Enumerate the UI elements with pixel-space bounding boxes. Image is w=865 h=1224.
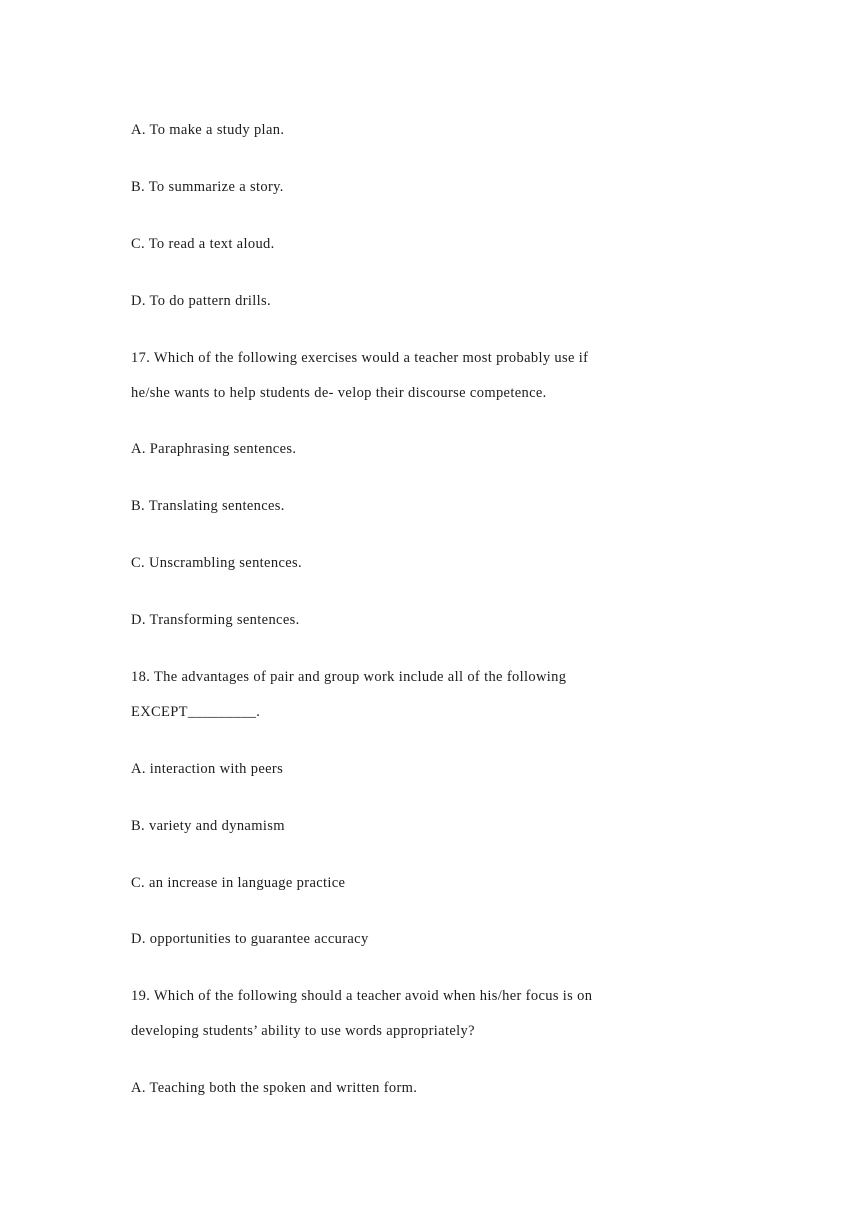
q18-stem-line-1: 18. The advantages of pair and group work include all of the following	[131, 669, 567, 685]
q19-stem-line-1: 19. Which of the following should a teacher avoid when his/her focus is on	[131, 988, 593, 1004]
q17-option-c: C. Unscrambling sentences.	[131, 555, 302, 571]
q18-option-a: A. interaction with peers	[131, 761, 284, 777]
q17-stem-line-1: 17. Which of the following exercises would a teacher most probably use if	[131, 350, 589, 366]
q18-option-d: D. opportunities to guarantee accuracy	[131, 931, 369, 947]
q16-option-c: C. To read a text aloud.	[131, 236, 275, 252]
q16-option-a: A. To make a study plan.	[131, 122, 285, 138]
q17-stem-line-2: he/she wants to help students de- velop their discourse competence.	[131, 385, 547, 401]
q18-stem-line-2: EXCEPT_________.	[131, 704, 261, 720]
q16-option-b: B. To summarize a story.	[131, 179, 284, 195]
q19-stem-line-2: developing students’ ability to use words appropriately?	[131, 1023, 475, 1039]
q17-option-d: D. Transforming sentences.	[131, 612, 300, 628]
q18-option-c: C. an increase in language practice	[131, 875, 346, 891]
q17-option-a: A. Paraphrasing sentences.	[131, 441, 297, 457]
q18-option-b: B. variety and dynamism	[131, 818, 285, 834]
q16-option-d: D. To do pattern drills.	[131, 293, 272, 309]
q19-option-a: A. Teaching both the spoken and written form.	[131, 1080, 418, 1096]
q17-option-b: B. Translating sentences.	[131, 498, 285, 514]
